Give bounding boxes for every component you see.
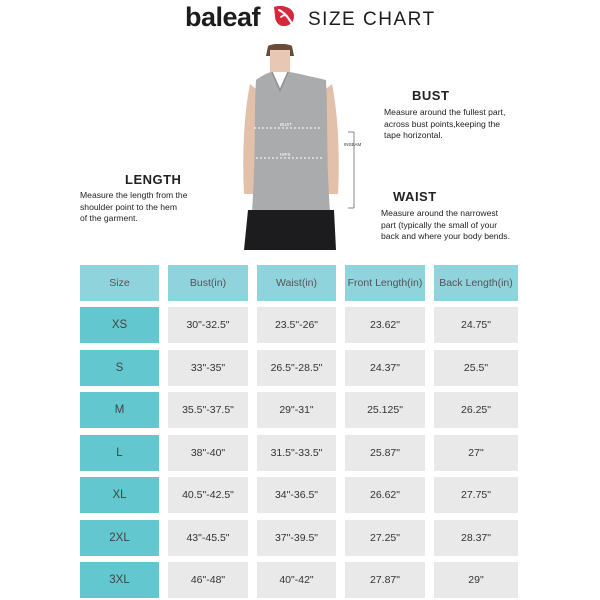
bust-title: BUST xyxy=(412,88,450,103)
back-length-cell: 29" xyxy=(434,562,518,598)
front-length-cell: 23.62" xyxy=(345,307,425,343)
header-bust: Bust(in) xyxy=(168,265,248,301)
front-length-cell: 25.125" xyxy=(345,392,425,428)
front-length-cell: 25.87" xyxy=(345,435,425,471)
back-length-cell: 26.25" xyxy=(434,392,518,428)
table-row xyxy=(80,477,520,513)
size-cell: S xyxy=(80,350,159,386)
table-row xyxy=(80,350,520,386)
size-cell: XS xyxy=(80,307,159,343)
back-length-cell: 25.5" xyxy=(434,350,518,386)
waist-cell: 31.5"-33.5" xyxy=(257,435,336,471)
waist-cell: 23.5"-26" xyxy=(257,307,336,343)
bust-cell: 30"-32.5" xyxy=(168,307,248,343)
back-length-cell: 27" xyxy=(434,435,518,471)
table-header-row xyxy=(80,265,520,301)
bust-cell: 33"-35" xyxy=(168,350,248,386)
leaf-logo-icon xyxy=(271,3,297,29)
size-chart-title: SIZE CHART xyxy=(308,9,436,30)
model-figure xyxy=(220,44,370,250)
length-desc-line: of the garment. xyxy=(80,213,138,223)
header xyxy=(0,0,600,38)
front-length-cell: 26.62" xyxy=(345,477,425,513)
hips-tag: HIPS xyxy=(280,152,291,157)
waist-desc-line: part (typically the small of your xyxy=(381,219,498,230)
front-length-cell: 27.25" xyxy=(345,520,425,556)
table-row xyxy=(80,562,520,598)
bust-cell: 40.5"-42.5" xyxy=(168,477,248,513)
header-size: Size xyxy=(80,265,159,301)
bust-cell: 43"-45.5" xyxy=(168,520,248,556)
waist-cell: 37"-39.5" xyxy=(257,520,336,556)
length-desc-line: Measure the length from the xyxy=(80,190,188,200)
length-desc-line: shoulder point to the hem xyxy=(80,201,177,212)
size-cell: L xyxy=(80,435,159,471)
size-cell: XL xyxy=(80,477,159,513)
bust-cell: 35.5"-37.5" xyxy=(168,392,248,428)
front-length-cell: 24.37" xyxy=(345,350,425,386)
size-cell: M xyxy=(80,392,159,428)
front-length-cell: 27.87" xyxy=(345,562,425,598)
header-back-length: Back Length(in) xyxy=(434,265,518,301)
back-length-cell: 27.75" xyxy=(434,477,518,513)
length-title: LENGTH xyxy=(125,172,182,187)
table-row xyxy=(80,520,520,556)
back-length-cell: 24.75" xyxy=(434,307,518,343)
length-description xyxy=(80,190,187,225)
bust-tag: BUST xyxy=(280,122,293,127)
table-row xyxy=(80,435,520,471)
waist-description xyxy=(381,208,510,243)
bust-cell: 46"-48" xyxy=(168,562,248,598)
waist-title: WAIST xyxy=(393,189,437,204)
waist-cell: 40"-42" xyxy=(257,562,336,598)
waist-desc-line: Measure around the narrowest xyxy=(381,208,499,218)
size-cell: 2XL xyxy=(80,520,159,556)
table-row xyxy=(80,307,520,343)
waist-cell: 34"-36.5" xyxy=(257,477,336,513)
bust-desc-line: across bust points,keeping the xyxy=(384,118,501,129)
brand-logo-text: baleaf xyxy=(185,2,261,32)
header-waist: Waist(in) xyxy=(257,265,336,301)
back-length-cell: 28.37" xyxy=(434,520,518,556)
bust-desc-line: Measure around the fullest part, xyxy=(384,107,506,117)
bust-desc-line: tape horizontal. xyxy=(384,130,443,140)
bust-cell: 38"-40" xyxy=(168,435,248,471)
inseam-tag: INSEAM xyxy=(344,142,362,147)
waist-cell: 29"-31" xyxy=(257,392,336,428)
table-row xyxy=(80,392,520,428)
header-front-length: Front Length(in) xyxy=(345,265,425,301)
waist-cell: 26.5"-28.5" xyxy=(257,350,336,386)
bust-description xyxy=(384,107,505,142)
waist-desc-line: back and where your body bends. xyxy=(381,231,510,241)
size-cell: 3XL xyxy=(80,562,159,598)
